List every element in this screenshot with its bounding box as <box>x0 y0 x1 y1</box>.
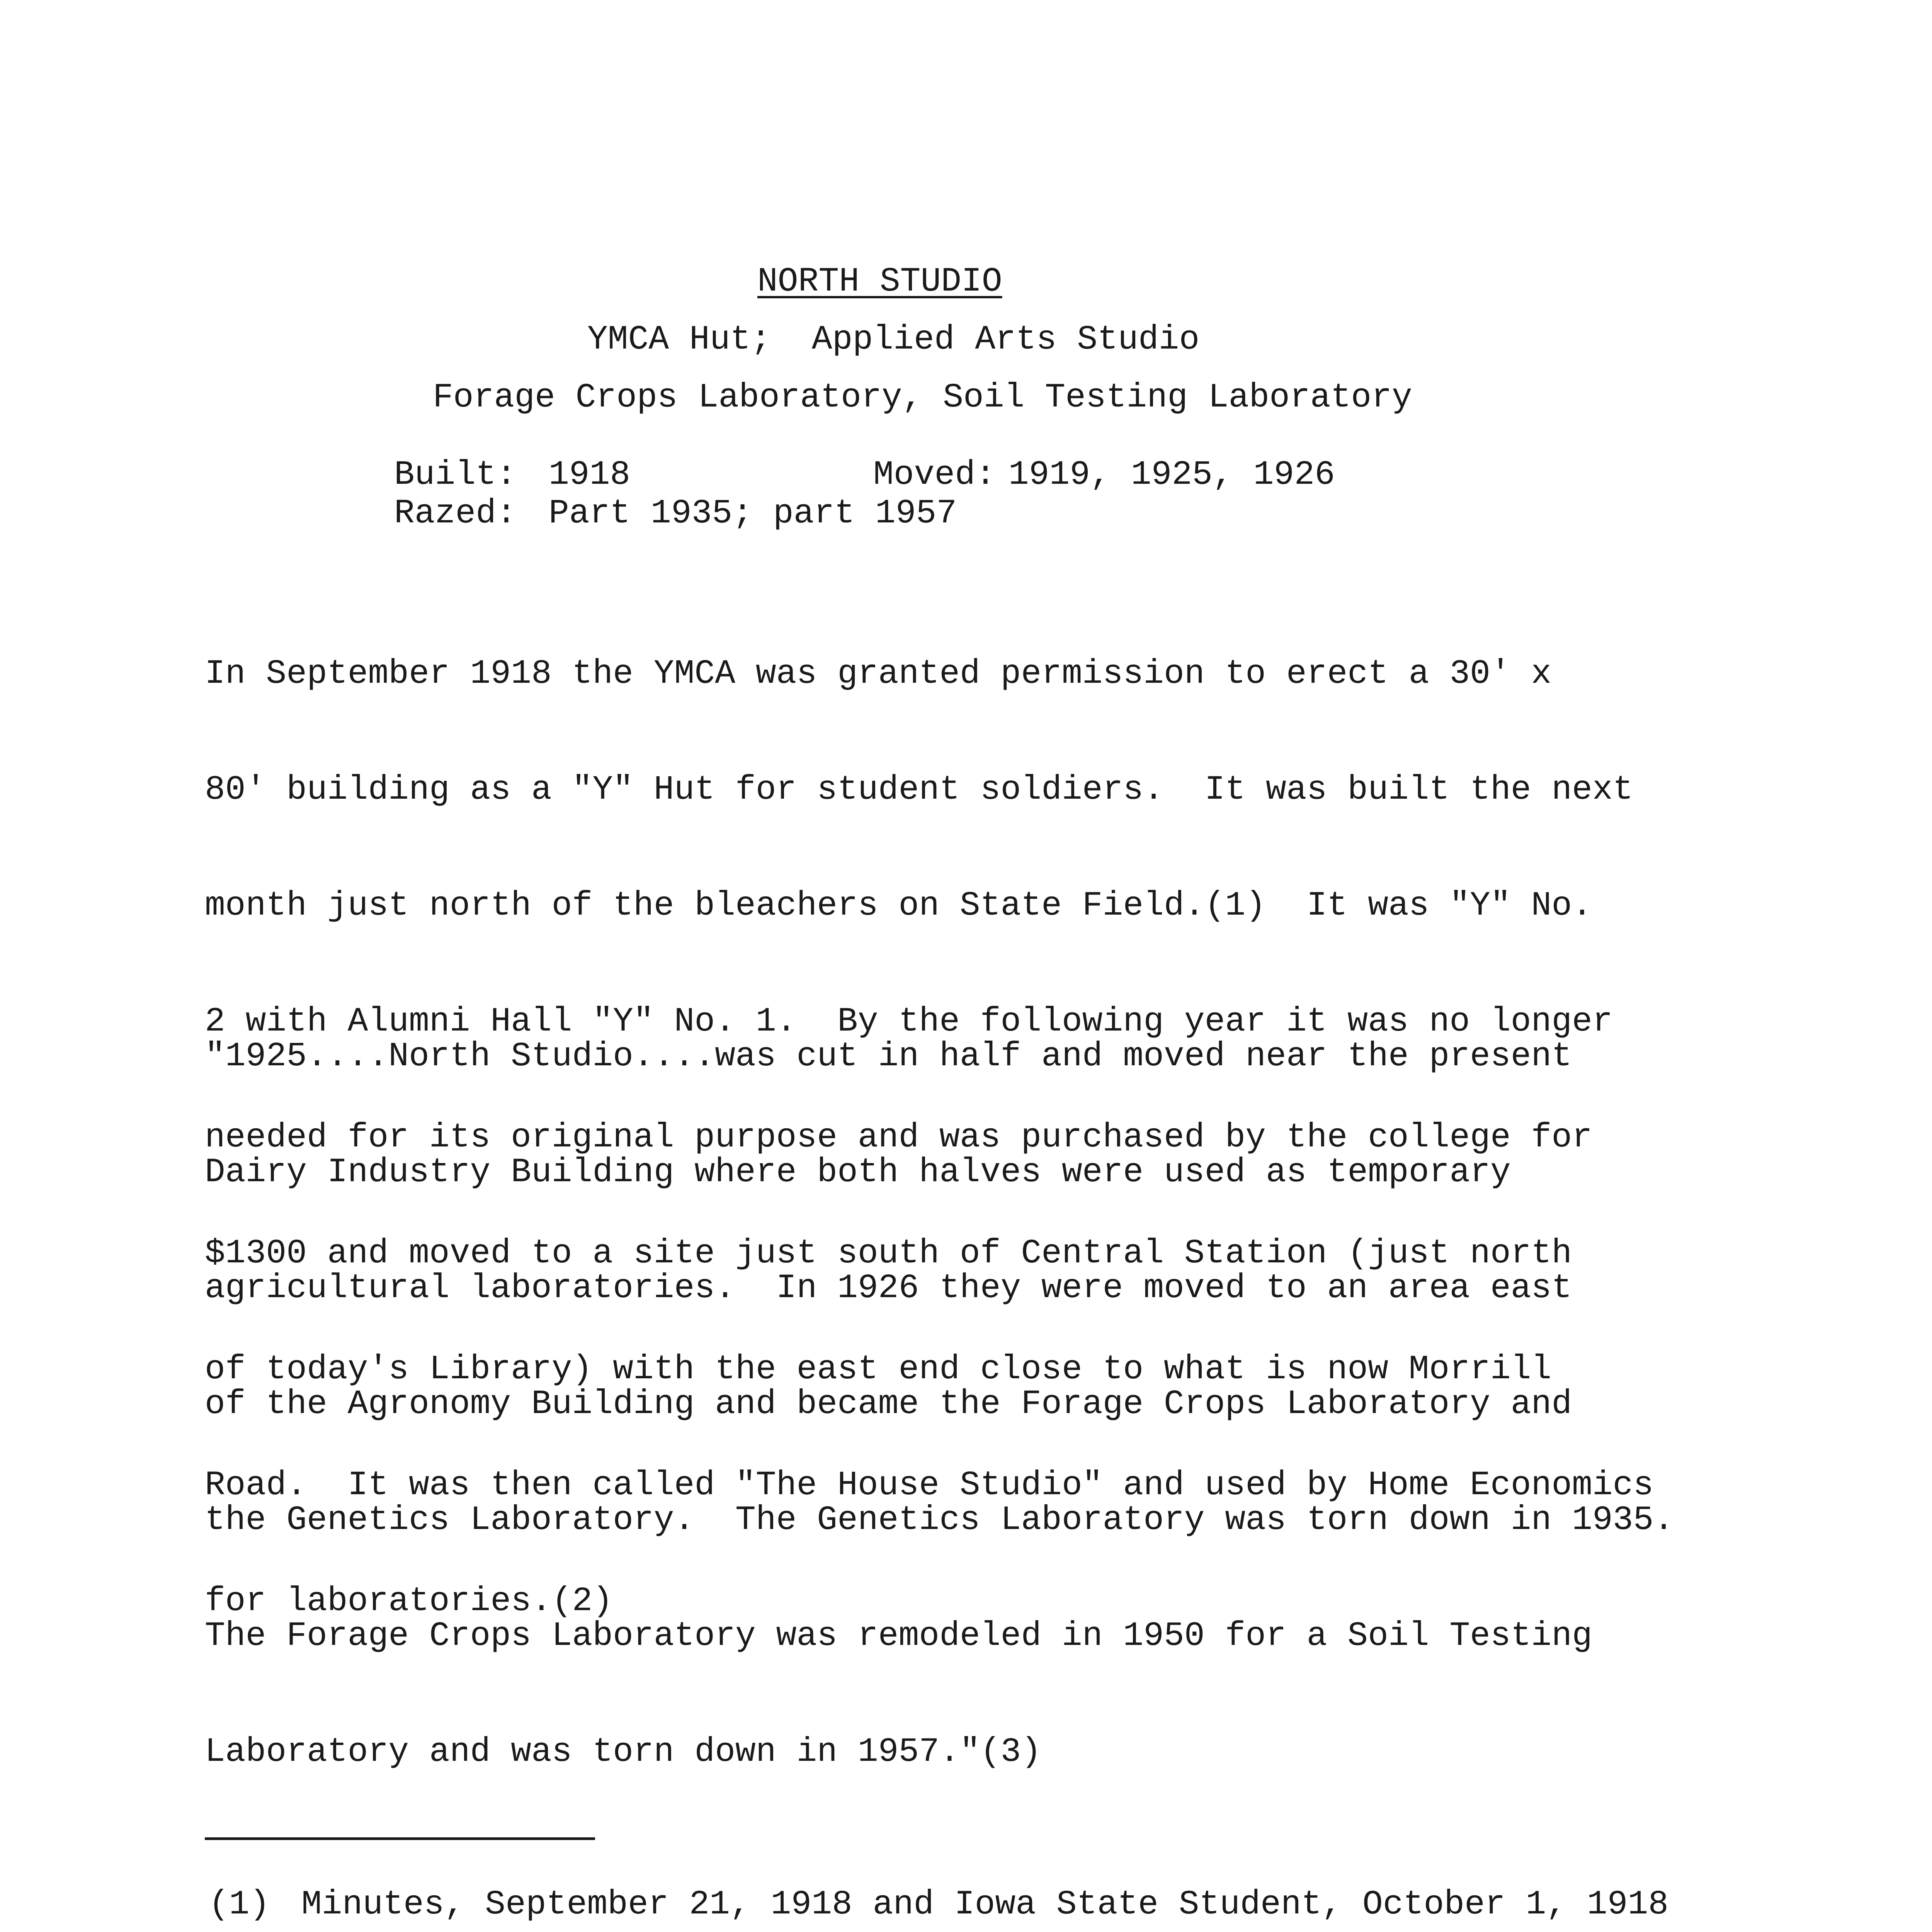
paragraph-line: Road. It was then called "The House Studio" and used by Home Economics <box>205 1466 1654 1505</box>
paragraph-line: 2 with Alumni Hall "Y" No. 1. By the following year it was no longer <box>205 1003 1613 1041</box>
subtitle-alternate-names: YMCA Hut; Applied Arts Studio <box>587 321 1200 359</box>
paragraph-line: of today's Library) with the east end close to what is now Morrill <box>205 1350 1552 1389</box>
paragraph-line: In September 1918 the YMCA was granted permission to erect a 30' x <box>205 655 1552 693</box>
paragraph-line: for laboratories.(2) <box>205 1582 613 1621</box>
paragraph-line: agricultural laboratories. In 1926 they were moved to an area east <box>205 1269 1572 1308</box>
footnote-divider <box>205 1837 595 1840</box>
built-label: Built: <box>394 456 517 494</box>
paragraph-line: 80' building as a "Y" Hut for student soldiers. It was built the next <box>205 771 1633 809</box>
moved-value: 1919, 1925, 1926 <box>1009 456 1335 494</box>
paragraph-line: Laboratory and was torn down in 1957."(3) <box>205 1733 1042 1771</box>
paragraph-line: of the Agronomy Building and became the Forage Crops Laboratory and <box>205 1385 1572 1423</box>
paragraph-line: $1300 and moved to a site just south of Central Station (just north <box>205 1235 1572 1273</box>
subtitle-later-names: Forage Crops Laboratory, Soil Testing Laboratory <box>433 379 1412 417</box>
page-title: NORTH STUDIO <box>757 263 1002 301</box>
paragraph-line: needed for its original purpose and was purchased by the college for <box>205 1119 1592 1157</box>
footnote-text: Minutes, September 21, 1918 and Iowa State Student, October 1, 1918 <box>301 1886 1669 1924</box>
moved-label: Moved: <box>873 456 996 494</box>
paragraph-2 <box>205 960 1674 1849</box>
built-value: 1918 <box>549 456 631 494</box>
paragraph-line: month just north of the bleachers on State Field.(1) It was "Y" No. <box>205 887 1592 925</box>
razed-label: Razed: <box>394 495 517 533</box>
footnote-number: (1) <box>209 1886 270 1924</box>
razed-value: Part 1935; part 1957 <box>549 495 957 533</box>
paragraph-line: The Forage Crops Laboratory was remodeled in 1950 for a Soil Testing <box>205 1617 1592 1655</box>
paragraph-line: "1925....North Studio....was cut in half and moved near the present <box>205 1037 1572 1076</box>
paragraph-line: Dairy Industry Building where both halves were used as temporary <box>205 1153 1511 1192</box>
paragraph-line: the Genetics Laboratory. The Genetics Laboratory was torn down in 1935. <box>205 1501 1674 1539</box>
footnote-1 <box>209 1886 1668 1924</box>
